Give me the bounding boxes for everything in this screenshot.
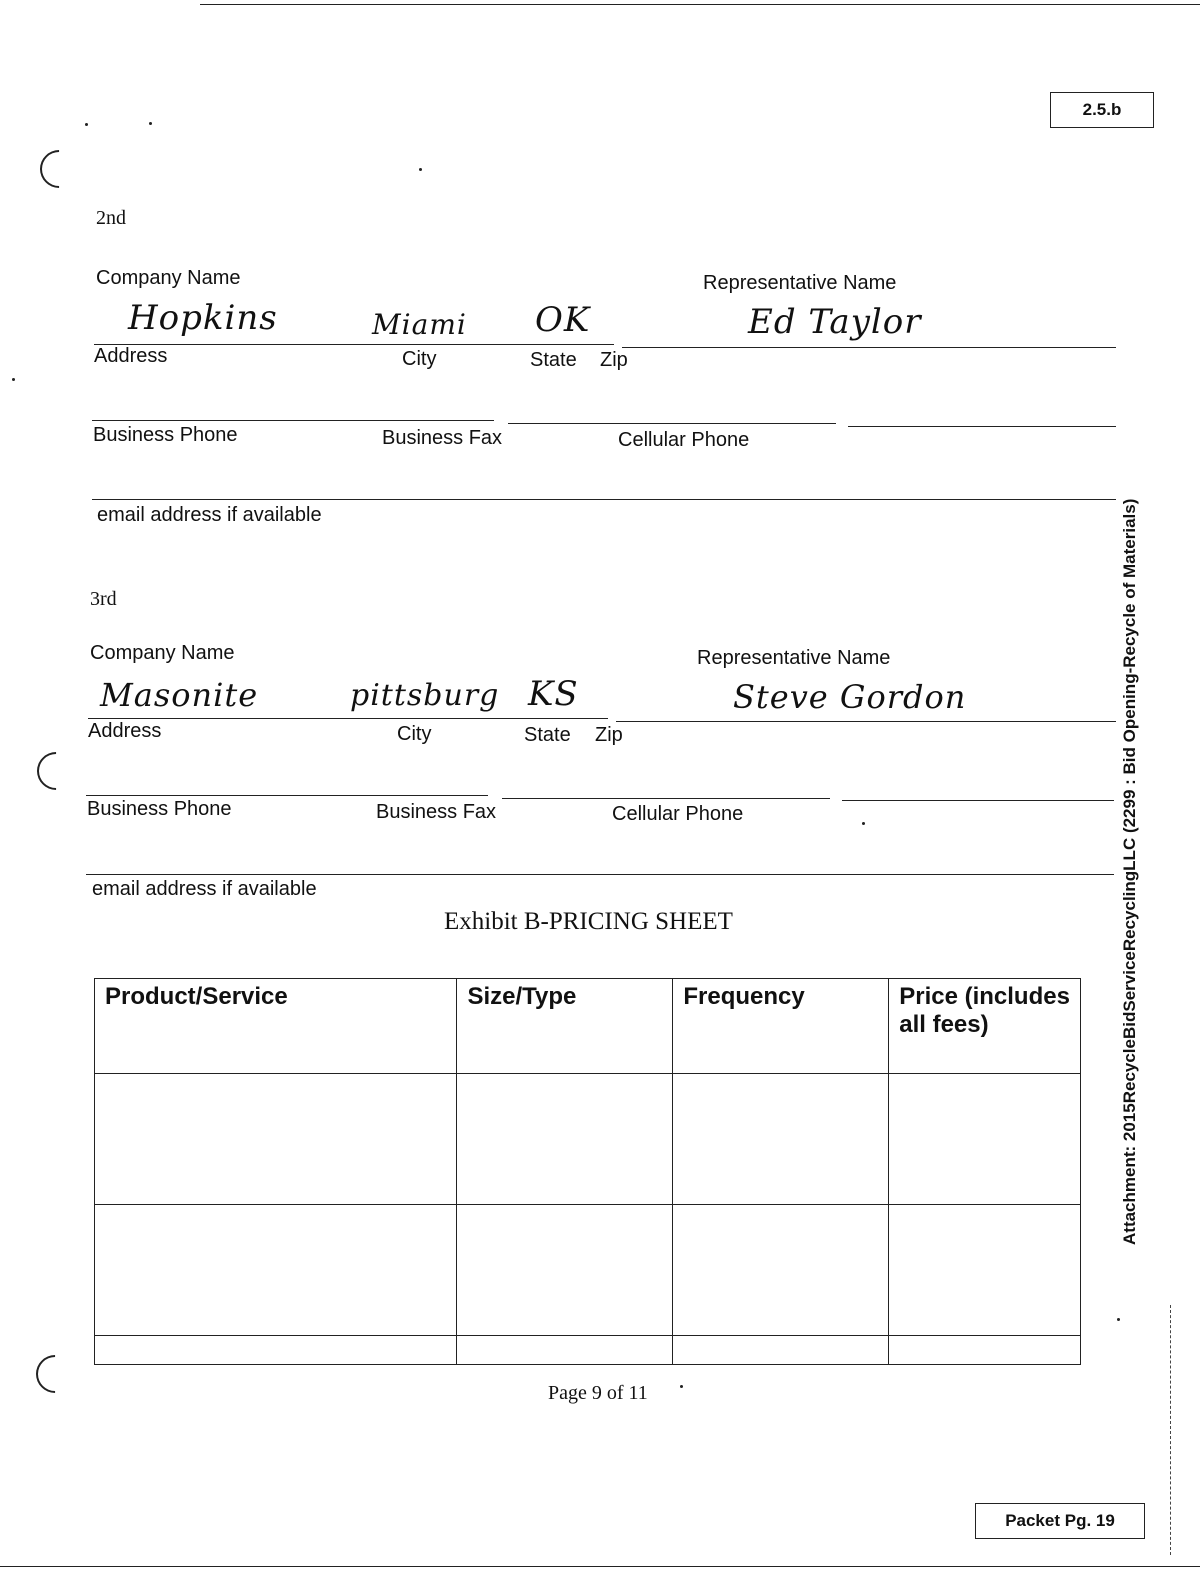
business-phone-label: Business Phone [93, 424, 238, 446]
address-label: Address [88, 720, 162, 742]
email-label: email address if available [92, 878, 317, 900]
section-heading-3rd: 3rd [90, 588, 117, 610]
company-name-label: Company Name [90, 642, 235, 664]
scan-speck [680, 1385, 683, 1388]
table-cell[interactable] [457, 1074, 673, 1205]
pricing-table [94, 978, 1081, 1365]
cellular-phone-label: Cellular Phone [618, 429, 750, 451]
page-ref-badge: 2.5.b [1050, 92, 1154, 128]
table-row [95, 1336, 1081, 1365]
address-label: Address [94, 345, 168, 367]
page-number: Page 9 of 11 [548, 1382, 648, 1404]
table-cell[interactable] [673, 1074, 889, 1205]
scan-speck [1117, 1318, 1120, 1321]
column-header-size-type: Size/Type [457, 979, 673, 1074]
table-row [95, 1205, 1081, 1336]
business-phone-label: Business Phone [87, 798, 232, 820]
business-fax-line [508, 423, 836, 424]
handwritten-representative: Ed Taylor [748, 302, 922, 342]
company-name-label: Company Name [96, 267, 241, 289]
scan-bottom-edge [0, 1566, 1200, 1567]
business-phone-line [92, 420, 494, 421]
representative-name-label: Representative Name [703, 272, 897, 294]
table-cell[interactable] [457, 1336, 673, 1365]
cellular-phone-line [848, 426, 1116, 427]
address-line [94, 344, 614, 345]
address-line [88, 718, 608, 719]
handwritten-state: KS [528, 674, 579, 714]
scan-speck [12, 378, 15, 381]
cellular-phone-label: Cellular Phone [612, 803, 744, 825]
email-label: email address if available [97, 504, 322, 526]
cellular-phone-line [842, 800, 1114, 801]
exhibit-title: Exhibit B-PRICING SHEET [444, 908, 733, 935]
binder-hole-top [32, 142, 86, 196]
column-header-product-service: Product/Service [95, 979, 457, 1074]
representative-line [616, 721, 1116, 722]
city-label: City [402, 348, 437, 370]
business-fax-label: Business Fax [382, 427, 503, 449]
handwritten-city: Miami [372, 308, 467, 341]
email-line [92, 499, 1116, 500]
handwritten-company: Masonite [100, 676, 259, 714]
section-heading-2nd: 2nd [96, 207, 126, 229]
scan-right-edge [1170, 1305, 1171, 1555]
business-fax-label: Business Fax [376, 801, 497, 823]
scan-speck [85, 123, 88, 126]
table-cell[interactable] [95, 1074, 457, 1205]
table-cell[interactable] [673, 1205, 889, 1336]
scan-speck [419, 168, 422, 171]
binder-hole-middle [29, 744, 83, 798]
binder-hole-bottom [28, 1347, 82, 1401]
state-label: State [530, 349, 577, 371]
scan-speck [149, 122, 152, 125]
scan-speck [862, 822, 865, 825]
table-header-row [95, 979, 1081, 1074]
email-line [86, 874, 1114, 875]
table-cell[interactable] [95, 1336, 457, 1365]
table-row [95, 1074, 1081, 1205]
business-fax-line [502, 798, 830, 799]
table-cell[interactable] [889, 1336, 1081, 1365]
handwritten-representative: Steve Gordon [733, 678, 967, 716]
table-cell[interactable] [95, 1205, 457, 1336]
scan-top-edge [200, 4, 1200, 5]
column-header-price: Price (includes all fees) [889, 979, 1081, 1074]
business-phone-line [86, 795, 488, 796]
handwritten-company: Hopkins [128, 298, 278, 338]
table-cell[interactable] [889, 1074, 1081, 1205]
handwritten-city: pittsburg [350, 678, 500, 713]
representative-line [622, 347, 1116, 348]
table-cell[interactable] [457, 1205, 673, 1336]
city-label: City [397, 723, 432, 745]
representative-name-label: Representative Name [697, 647, 891, 669]
attachment-note: Attachment: 2015RecycleBidServiceRecyclingLLC (2299 : Bid Opening-Recycle of Materials) [1120, 498, 1139, 1245]
column-header-frequency: Frequency [673, 979, 889, 1074]
zip-label: Zip [600, 349, 628, 371]
packet-page-badge: Packet Pg. 19 [975, 1503, 1145, 1539]
state-label: State [524, 724, 571, 746]
zip-label: Zip [595, 724, 623, 746]
table-cell[interactable] [889, 1205, 1081, 1336]
table-cell[interactable] [673, 1336, 889, 1365]
handwritten-state: OK [535, 300, 591, 340]
